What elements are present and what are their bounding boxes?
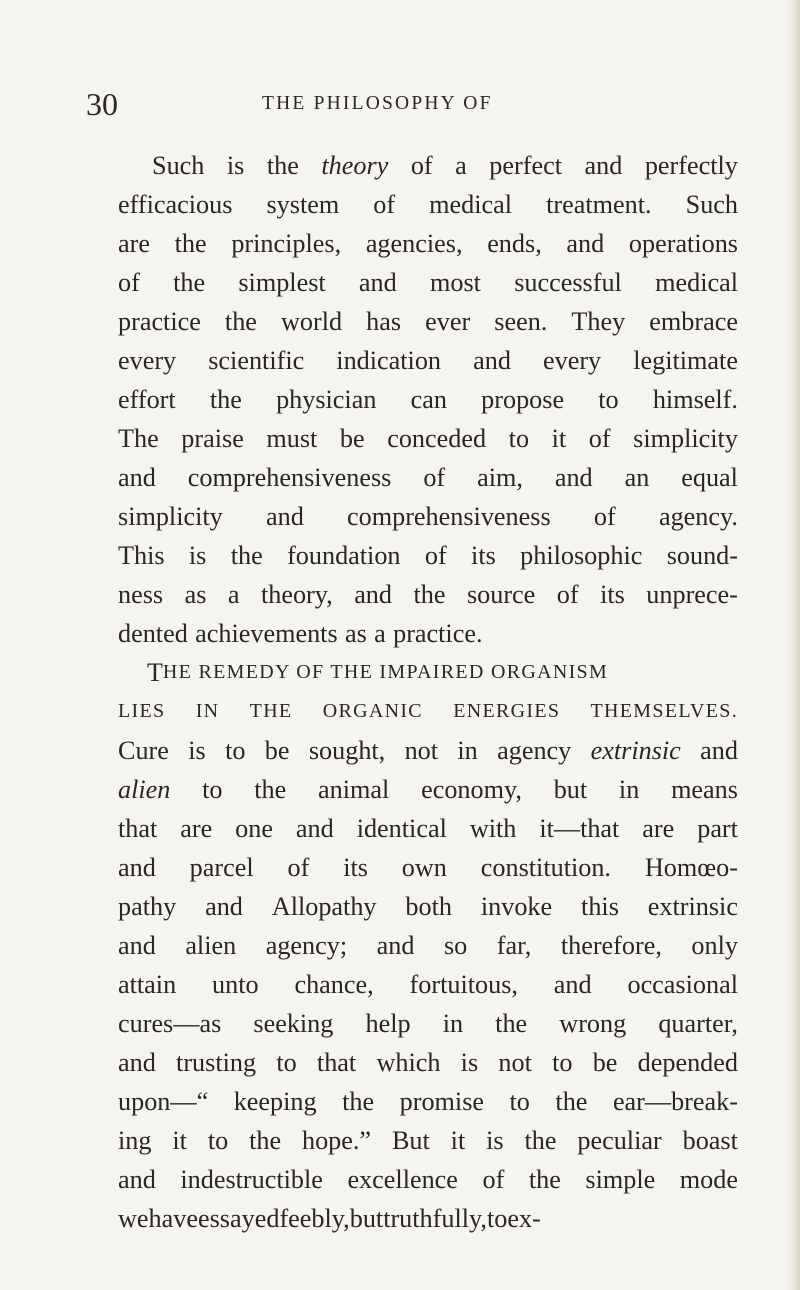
- word: truthfully,: [383, 1204, 487, 1233]
- word: efficacious: [118, 190, 233, 219]
- word: a: [227, 580, 240, 609]
- word: and: [554, 463, 593, 492]
- small-caps-heading: HE REMEDY OF THE IMPAIRED ORGANISM: [162, 661, 609, 683]
- word: sound-: [666, 541, 738, 570]
- word: Cure: [118, 736, 169, 765]
- text-line: [118, 731, 738, 770]
- word: has: [366, 307, 402, 336]
- word: constitution.: [480, 853, 611, 882]
- word: the: [413, 580, 446, 609]
- word: and: [358, 268, 397, 297]
- text-line: [118, 263, 738, 302]
- word: is: [460, 1048, 479, 1077]
- word: treatment.: [546, 190, 652, 219]
- word: They: [571, 307, 626, 336]
- word: a: [374, 619, 386, 648]
- word: to: [486, 1204, 508, 1233]
- word: foundation: [287, 541, 401, 570]
- word: extrinsic: [590, 736, 681, 765]
- word: Such: [152, 151, 205, 180]
- word: successful: [514, 268, 622, 297]
- word: most: [430, 268, 481, 297]
- word: to: [225, 736, 246, 765]
- word: source: [466, 580, 536, 609]
- text-line: [118, 497, 738, 536]
- text-line: [118, 536, 738, 575]
- word: it—that: [539, 814, 620, 843]
- word: indestructible: [180, 1165, 323, 1194]
- word: but: [349, 1204, 384, 1233]
- word: ORGANIC: [322, 700, 423, 722]
- word: of: [287, 853, 310, 882]
- word: extrinsic: [647, 892, 738, 921]
- word: himself.: [652, 385, 738, 414]
- word: to: [598, 385, 619, 414]
- word: principles,: [231, 229, 342, 258]
- word: and: [376, 931, 415, 960]
- word: philosophic: [520, 541, 643, 570]
- word: feebly,: [279, 1204, 350, 1233]
- word: aim,: [477, 463, 523, 492]
- text-line: [118, 770, 738, 809]
- word: every: [118, 346, 177, 375]
- word: therefore,: [560, 931, 662, 960]
- word: the: [495, 1009, 528, 1038]
- word: IN: [195, 700, 220, 722]
- text-line: [118, 1043, 738, 1082]
- word: the: [173, 268, 206, 297]
- word: means: [671, 775, 738, 804]
- word: not: [404, 736, 439, 765]
- text-line: [118, 1121, 738, 1160]
- word: are: [180, 814, 213, 843]
- text-line: [118, 926, 738, 965]
- word: and: [566, 229, 605, 258]
- word: in: [618, 775, 640, 804]
- word: of: [424, 541, 447, 570]
- word: its: [343, 853, 368, 882]
- word: occasional: [627, 970, 738, 999]
- word: it: [450, 1126, 466, 1155]
- word: animal: [318, 775, 390, 804]
- text-line: [118, 848, 738, 887]
- word: perfectly: [644, 151, 738, 180]
- word: to: [276, 1048, 297, 1077]
- text-line: [118, 185, 738, 224]
- word: THEMSELVES.: [590, 700, 738, 722]
- word: the: [230, 541, 263, 570]
- text-line: [118, 380, 738, 419]
- word: one: [235, 814, 273, 843]
- word: a: [455, 151, 467, 180]
- word: and: [118, 1048, 156, 1077]
- word: comprehensiveness: [347, 502, 551, 531]
- word: equal: [681, 463, 738, 492]
- word: upon—“: [118, 1087, 209, 1116]
- word: Such: [685, 190, 738, 219]
- word: is: [486, 1126, 504, 1155]
- word: theory: [321, 151, 389, 180]
- word: operations: [628, 229, 738, 258]
- word: this: [581, 892, 619, 921]
- word: and: [118, 1165, 156, 1194]
- text-line: [118, 458, 738, 497]
- word: the: [254, 775, 287, 804]
- text-line: [118, 965, 738, 1004]
- word: chance,: [294, 970, 374, 999]
- word: world: [280, 307, 343, 336]
- text-line: [118, 1199, 738, 1238]
- word: as: [344, 619, 367, 648]
- word: promise: [399, 1087, 485, 1116]
- word: are: [642, 814, 675, 843]
- running-head: THE PHILOSOPHY OF: [262, 93, 493, 114]
- word: simplest: [238, 268, 326, 297]
- word: hope.”: [301, 1126, 372, 1155]
- word: comprehensiveness: [187, 463, 392, 492]
- word: and: [118, 463, 156, 492]
- text-line: [118, 146, 738, 185]
- word: But: [391, 1126, 430, 1155]
- word: own: [401, 853, 447, 882]
- word: and: [553, 970, 592, 999]
- word: attain: [118, 970, 177, 999]
- word: medical: [655, 268, 738, 297]
- word: sought,: [308, 736, 386, 765]
- text-line: [118, 614, 738, 653]
- word: keeping: [233, 1087, 317, 1116]
- word: can: [410, 385, 447, 414]
- word: embrace: [649, 307, 738, 336]
- text-line: [118, 341, 738, 380]
- word: is: [226, 151, 245, 180]
- text-line: [118, 302, 738, 341]
- word: be: [264, 736, 290, 765]
- word: ENERGIES: [453, 700, 561, 722]
- word: every: [543, 346, 602, 375]
- word: ear—break-: [612, 1087, 738, 1116]
- word: simple: [585, 1165, 656, 1194]
- word: but: [553, 775, 588, 804]
- word: with: [469, 814, 517, 843]
- text-line: [118, 887, 738, 926]
- word: practice.: [393, 619, 483, 648]
- word: trusting: [176, 1048, 257, 1077]
- word: be: [592, 1048, 618, 1077]
- word: seen.: [494, 307, 548, 336]
- word: alien: [118, 775, 171, 804]
- word: achievements: [195, 619, 338, 648]
- word: alien: [185, 931, 237, 960]
- word: depended: [637, 1048, 738, 1077]
- word: ness: [118, 580, 164, 609]
- word: that: [118, 814, 158, 843]
- word: peculiar: [577, 1126, 662, 1155]
- word: to: [202, 775, 223, 804]
- word: seeking: [253, 1009, 334, 1038]
- word: the: [209, 385, 242, 414]
- text-line: [118, 692, 738, 731]
- word: excellence: [347, 1165, 458, 1194]
- word: The: [118, 424, 159, 453]
- word: part: [697, 814, 738, 843]
- word: the: [524, 1126, 557, 1155]
- word: the: [555, 1087, 588, 1116]
- word: agencies,: [365, 229, 463, 258]
- word: not: [498, 1048, 532, 1077]
- drop-letter: T: [147, 658, 163, 687]
- word: of: [423, 463, 446, 492]
- text-line: [118, 575, 738, 614]
- word: is: [188, 736, 206, 765]
- word: is: [188, 541, 207, 570]
- word: which: [376, 1048, 441, 1077]
- word: simplicity: [633, 424, 738, 453]
- word: simplicity: [118, 502, 223, 531]
- word: to: [552, 1048, 573, 1077]
- word: invoke: [480, 892, 553, 921]
- word: are: [118, 229, 150, 258]
- word: agency;: [265, 931, 348, 960]
- word: of: [588, 424, 611, 453]
- word: of: [556, 580, 579, 609]
- word: system: [266, 190, 340, 219]
- text-line: [118, 653, 738, 692]
- word: practice: [118, 307, 201, 336]
- word: in: [457, 736, 478, 765]
- word: and: [118, 853, 156, 882]
- word: Allopathy: [271, 892, 377, 921]
- word: boast: [682, 1126, 738, 1155]
- word: parcel: [189, 853, 254, 882]
- word: essayed: [197, 1204, 280, 1233]
- word: theory,: [260, 580, 333, 609]
- word: we: [118, 1204, 149, 1233]
- word: fortuitous,: [409, 970, 518, 999]
- word: have: [148, 1204, 198, 1233]
- word: the: [174, 229, 207, 258]
- word: THE: [249, 700, 293, 722]
- word: and: [584, 151, 623, 180]
- text-line: [118, 224, 738, 263]
- page-number: 30: [86, 86, 118, 122]
- word: wrong: [559, 1009, 627, 1038]
- word: of: [410, 151, 433, 180]
- word: of: [482, 1165, 505, 1194]
- word: the: [528, 1165, 561, 1194]
- body-text: [118, 146, 738, 1238]
- word: only: [691, 931, 738, 960]
- word: dented: [118, 619, 188, 648]
- word: praise: [181, 424, 244, 453]
- word: in: [442, 1009, 464, 1038]
- word: to: [509, 1087, 530, 1116]
- word: ing: [118, 1126, 152, 1155]
- word: perfect: [489, 151, 562, 180]
- text-line: [118, 1160, 738, 1199]
- word: and: [205, 892, 243, 921]
- word: quarter,: [658, 1009, 738, 1038]
- text-line: [118, 1004, 738, 1043]
- word: unprece-: [646, 580, 738, 609]
- word: legitimate: [633, 346, 738, 375]
- word: it: [551, 424, 567, 453]
- text-line: [118, 1082, 738, 1121]
- word: help: [365, 1009, 411, 1038]
- word: an: [624, 463, 650, 492]
- word: its: [471, 541, 496, 570]
- word: far,: [496, 931, 532, 960]
- word: and: [118, 931, 156, 960]
- word: mode: [679, 1165, 738, 1194]
- word: to: [207, 1126, 229, 1155]
- word: physician: [276, 385, 377, 414]
- word: propose: [481, 385, 565, 414]
- word: agency.: [658, 502, 738, 531]
- text-line: [118, 809, 738, 848]
- word: Homœo-: [644, 853, 738, 882]
- word: and: [354, 580, 392, 609]
- word: so: [443, 931, 468, 960]
- word: both: [405, 892, 452, 921]
- word: This: [118, 541, 165, 570]
- word: ex-: [507, 1204, 541, 1233]
- word: its: [600, 580, 625, 609]
- word: indication: [336, 346, 442, 375]
- word: of: [593, 502, 616, 531]
- word: the: [342, 1087, 375, 1116]
- word: LIES: [118, 700, 166, 722]
- word: agency: [497, 736, 572, 765]
- word: be: [339, 424, 365, 453]
- word: must: [266, 424, 318, 453]
- word: to: [508, 424, 530, 453]
- word: unto: [212, 970, 259, 999]
- word: the: [266, 151, 299, 180]
- word: pathy: [118, 892, 177, 921]
- word: of: [118, 268, 140, 297]
- word: identical: [356, 814, 447, 843]
- word: it: [172, 1126, 187, 1155]
- word: economy,: [421, 775, 522, 804]
- word: the: [224, 307, 257, 336]
- word: and: [265, 502, 304, 531]
- word: medical: [429, 190, 513, 219]
- word: the: [249, 1126, 282, 1155]
- word: and: [295, 814, 334, 843]
- word: ends,: [487, 229, 542, 258]
- word: and: [473, 346, 511, 375]
- word: scientific: [208, 346, 305, 375]
- word: cures—as: [118, 1009, 222, 1038]
- word: effort: [118, 385, 176, 414]
- word: of: [373, 190, 396, 219]
- word: and: [700, 736, 738, 765]
- word: as: [184, 580, 207, 609]
- page-header: [86, 84, 706, 124]
- page-edge-shadow: [786, 0, 800, 1290]
- text-line: [118, 419, 738, 458]
- word: that: [316, 1048, 357, 1077]
- word: ever: [425, 307, 471, 336]
- word: conceded: [387, 424, 487, 453]
